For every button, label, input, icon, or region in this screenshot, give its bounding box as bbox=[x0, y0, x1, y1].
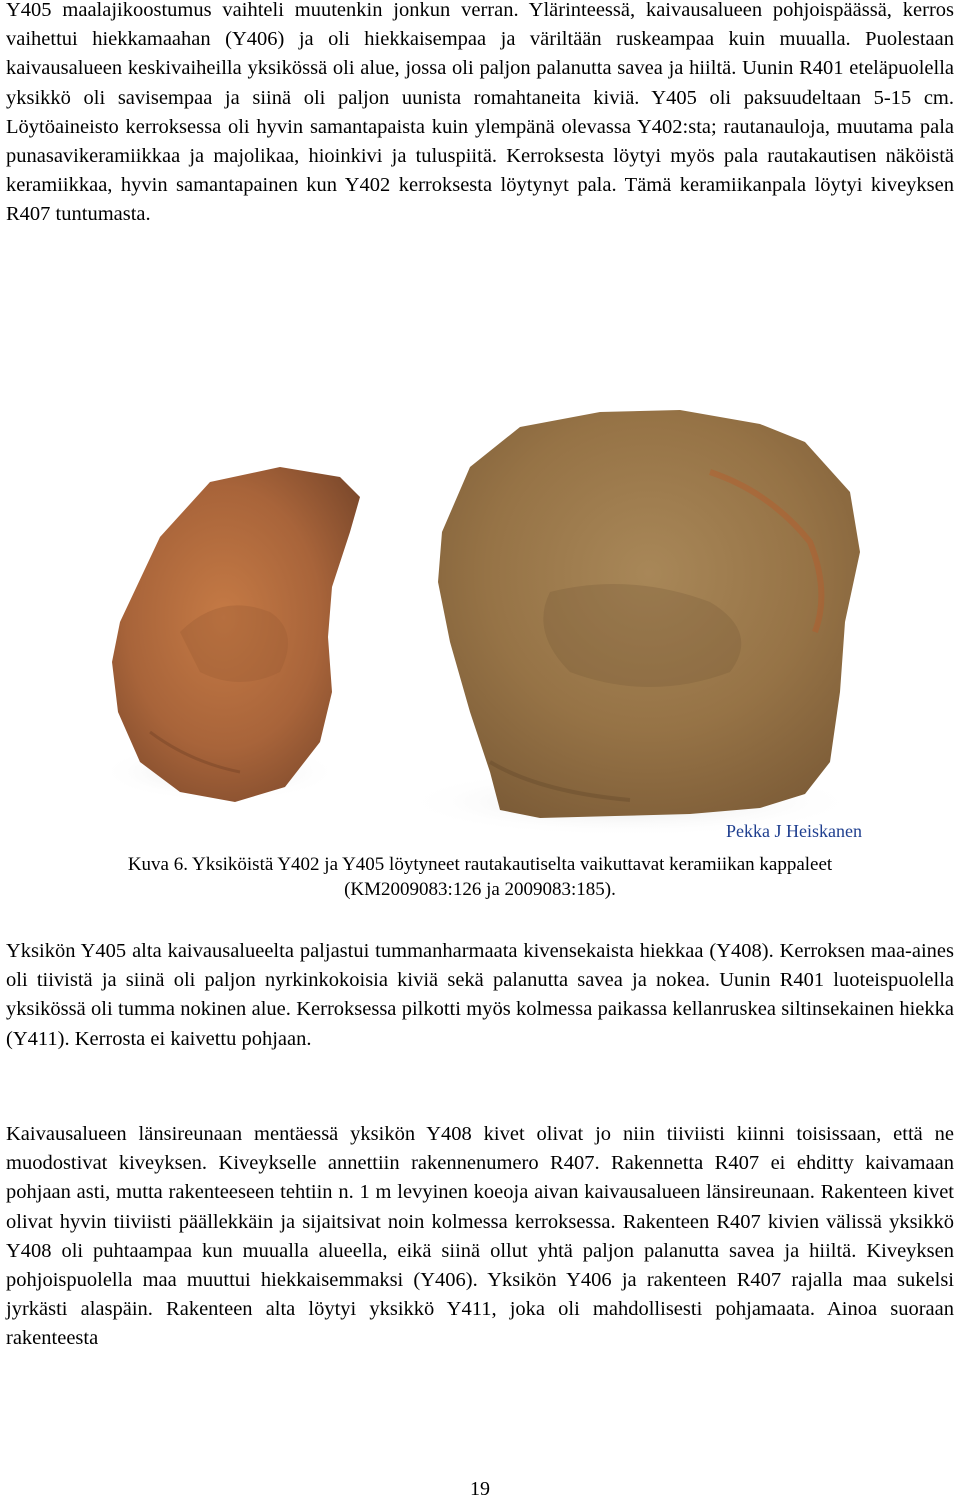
caption-line-2: (KM2009083:126 ja 2009083:185). bbox=[344, 879, 616, 900]
body-paragraph-1: Y405 maalajikoostumus vaihteli muutenkin jonkun verran. Ylärinteessä, kaivausalueen pohjoispäässä, kerros vaihettui hiekkamaahan (Y406) ja oli hiekkaisempaa ja väriltään ruskeampaa kuin muualla. Puolestaan kaivausalueen keskivaiheilla yksikössä oli alue, jossa oli paljon palanutta savea ja hiiltä. Uunin R401 eteläpuolella yksikkö oli savisempaa ja siinä oli paljon uunista romahtaneita kiviä. Y405 oli paksuudeltaan 5-15 cm. Löytöaineisto kerroksessa oli hyvin samantapaista kuin ylempänä olevassa Y402:sta; rautanauloja, muutama pala punasavikeramiikkaa ja majolikaa, hioinkivi ja tuluspiitä. Kerroksesta löytyi myös pala rautakautisen näköistä keramiikkaa, hyvin samantapainen kun Y402 kerroksesta löytynyt pala. Tämä keramiikanpala löytyi kiveyksen R407 tuntumasta. bbox=[6, 0, 954, 226]
figure-photo bbox=[70, 332, 890, 848]
body-paragraph-2: Yksikön Y405 alta kaivausalueelta paljastui tummanharmaata kivensekaista hiekkaa (Y408). Kerroksen maa-aines oli tiivistä ja siinä oli paljon nyrkinkokoisia kiviä sekä palanutta savea ja nokea. Uunin R401 luoteispuolella yksikössä oli tumma nokinen alue. Kerroksessa pilkotti myös kolmessa paikassa kellanruskea siltinsekainen hiekka (Y411). Kerrosta ei kaivettu pohjaan. bbox=[6, 940, 954, 1050]
figure-caption bbox=[6, 852, 954, 902]
body-paragraph-3: Kaivausalueen länsireunaan mentäessä yksikön Y408 kivet olivat jo niin tiiviisti kiinni toisissaan, että ne muodostivat kiveyksen. Kiveykselle annettiin rakennenumero R407. Rakennetta R407 ei ehditty kaivamaan pohjaan asti, mutta rakenteeseen tehtiin n. 1 m levyinen koeoja aivan kaivausalueen länsireunaan. Rakenteen kivet olivat hyvin tiiviisti päällekkäin ja sijaitsivat noin kolmessa kerroksessa. Rakenteen R407 kivien välissä yksikkö Y408 oli puhtaampaa kun muualla alueella, eikä siinä ollut yhtä paljon palanutta savea ja hiiltä. Kiveyksen pohjoispuolella maa muuttui hiekkaisemmaksi (Y406). Yksikön Y406 ja rakenteen R407 rajalla maa sukelsi jyrkästi alaspäin. Rakenteen alta löytyi yksikkö Y411, joka oli mahdollisesti pohjamaata. Ainoa suoraan rakenteesta bbox=[6, 1123, 954, 1350]
ceramic-sherds-photo bbox=[70, 332, 890, 848]
caption-line-1: Kuva 6. Yksiköistä Y402 ja Y405 löytyneet rautakautiselta vaikuttavat keramiikan kappaleet bbox=[127, 854, 833, 875]
page-number: 19 bbox=[470, 1478, 490, 1500]
photo-credit: Pekka J Heiskanen bbox=[726, 821, 862, 841]
